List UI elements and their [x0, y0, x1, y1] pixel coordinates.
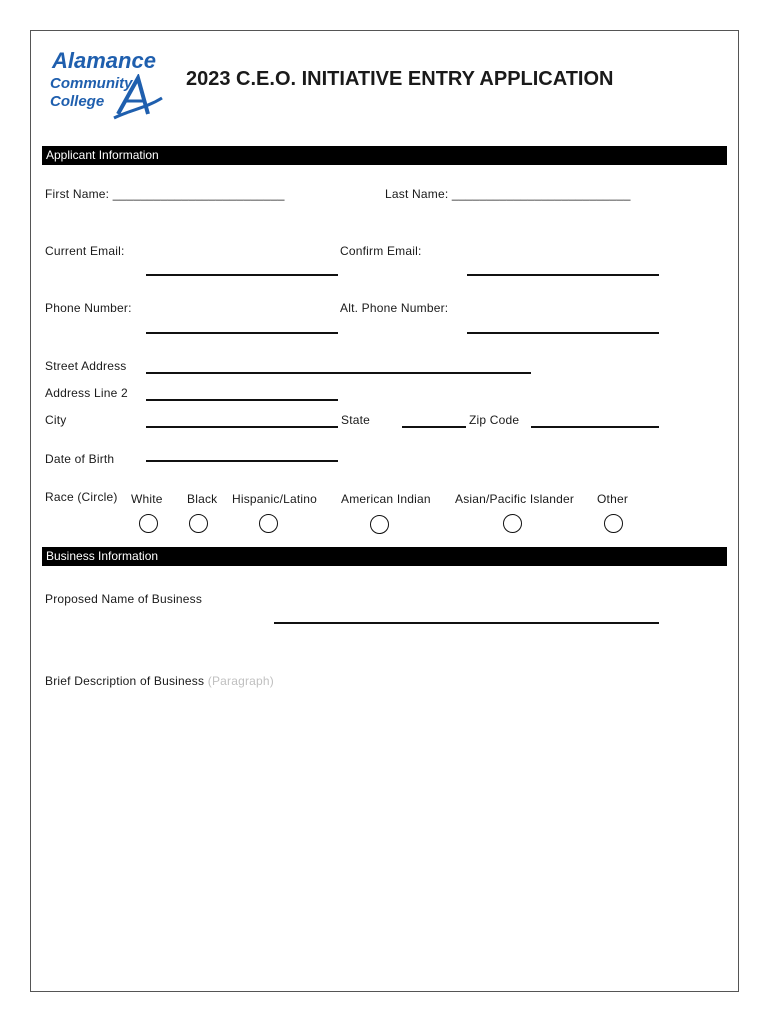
logo-line-2: Community [50, 75, 133, 92]
logo-a-mark-icon [112, 74, 164, 120]
state-line[interactable] [402, 426, 466, 428]
race-other-circle[interactable] [604, 514, 623, 533]
zip-code-label: Zip Code [469, 413, 520, 427]
race-asian-pacific-circle[interactable] [503, 514, 522, 533]
city-label: City [45, 413, 67, 427]
race-label: Race (Circle) [45, 490, 118, 504]
first-name-field[interactable]: First Name: _________________________ [45, 187, 285, 201]
business-section-header: Business Information [42, 547, 727, 566]
business-description-label [45, 674, 274, 688]
business-description-hint: (Paragraph) [207, 674, 274, 688]
alt-phone-line[interactable] [467, 332, 659, 334]
business-description-text: Brief Description of Business [45, 674, 205, 688]
current-email-line[interactable] [146, 274, 338, 276]
applicant-section-header: Applicant Information [42, 146, 727, 165]
confirm-email-line[interactable] [467, 274, 659, 276]
race-white-circle[interactable] [139, 514, 158, 533]
confirm-email-label: Confirm Email: [340, 244, 422, 258]
logo-line-1: Alamance [52, 48, 156, 73]
race-option-white: White [131, 492, 163, 506]
address-line-2-label: Address Line 2 [45, 386, 128, 400]
form-title: 2023 C.E.O. INITIATIVE ENTRY APPLICATION [186, 68, 614, 90]
street-address-line[interactable] [146, 372, 531, 374]
zip-code-line[interactable] [531, 426, 659, 428]
address-line-2-line[interactable] [146, 399, 338, 401]
race-american-indian-circle[interactable] [370, 515, 389, 534]
phone-line[interactable] [146, 332, 338, 334]
race-option-american-indian: American Indian [341, 492, 431, 506]
phone-label: Phone Number: [45, 301, 132, 315]
alt-phone-label: Alt. Phone Number: [340, 301, 449, 315]
date-of-birth-line[interactable] [146, 460, 338, 462]
race-option-black: Black [187, 492, 218, 506]
date-of-birth-label: Date of Birth [45, 452, 115, 466]
proposed-business-name-line[interactable] [274, 622, 659, 624]
business-description-area[interactable] [44, 692, 724, 982]
race-hispanic-circle[interactable] [259, 514, 278, 533]
city-line[interactable] [146, 426, 338, 428]
street-address-label: Street Address [45, 359, 127, 373]
race-option-other: Other [597, 492, 629, 506]
race-black-circle[interactable] [189, 514, 208, 533]
state-label: State [341, 413, 371, 427]
logo-line-3: College [50, 93, 105, 110]
race-option-hispanic: Hispanic/Latino [232, 492, 318, 506]
race-option-asian-pacific: Asian/Pacific Islander [455, 492, 575, 506]
current-email-label: Current Email: [45, 244, 125, 258]
last-name-field[interactable]: Last Name: __________________________ [385, 187, 631, 201]
proposed-business-name-label: Proposed Name of Business [45, 592, 203, 606]
